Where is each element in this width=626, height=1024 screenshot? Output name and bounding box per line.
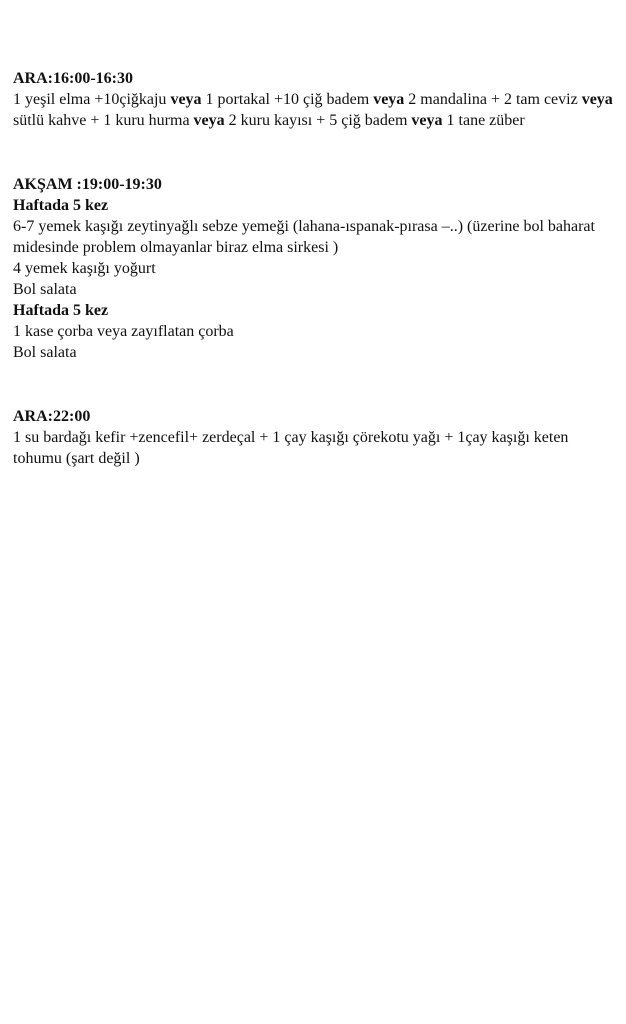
section-heading: ARA:22:00 bbox=[13, 408, 91, 425]
text-run: 1 tane züber bbox=[442, 112, 525, 129]
meal-item: 4 yemek kaşığı yoğurt bbox=[13, 260, 156, 277]
meal-item: Bol salata bbox=[13, 281, 77, 298]
section-ara-1600 bbox=[13, 68, 613, 131]
keyword-veya: veya bbox=[581, 91, 613, 108]
section-ara-2200 bbox=[13, 406, 613, 469]
frequency-subheading: Haftada 5 kez bbox=[13, 302, 109, 319]
keyword-veya: veya bbox=[411, 112, 443, 129]
meal-item: Bol salata bbox=[13, 344, 77, 361]
section-heading: ARA:16:00-16:30 bbox=[13, 70, 133, 87]
section-heading: AKŞAM :19:00-19:30 bbox=[13, 176, 162, 193]
snack-options-paragraph bbox=[13, 89, 613, 131]
text-run: 2 kuru kayısı + 5 çiğ badem bbox=[224, 112, 412, 129]
text-run: sütlü kahve + 1 kuru hurma bbox=[13, 112, 194, 129]
keyword-veya: veya bbox=[193, 112, 225, 129]
text-run: 1 portakal +10 çiğ badem bbox=[201, 91, 374, 108]
meal-item: 1 su bardağı kefir +zencefil+ zerdeçal + 1 çay kaşığı çörekotu yağı + 1çay kaşığı keten tohumu (şart değil ) bbox=[13, 429, 569, 467]
meal-item: 1 kase çorba veya zayıflatan çorba bbox=[13, 323, 234, 340]
frequency-subheading: Haftada 5 kez bbox=[13, 197, 109, 214]
meal-item: 6-7 yemek kaşığı zeytinyağlı sebze yemeği (lahana-ıspanak-pırasa –..) (üzerine bol baharat midesinde problem olmayanlar biraz elma sirkesi ) bbox=[13, 218, 595, 256]
text-run: 2 mandalina + 2 tam ceviz bbox=[404, 91, 582, 108]
keyword-veya: veya bbox=[170, 91, 202, 108]
document-page bbox=[13, 68, 613, 469]
section-aksam bbox=[13, 174, 613, 363]
keyword-veya: veya bbox=[373, 91, 405, 108]
text-run: 1 yeşil elma +10çiğkaju bbox=[13, 91, 171, 108]
